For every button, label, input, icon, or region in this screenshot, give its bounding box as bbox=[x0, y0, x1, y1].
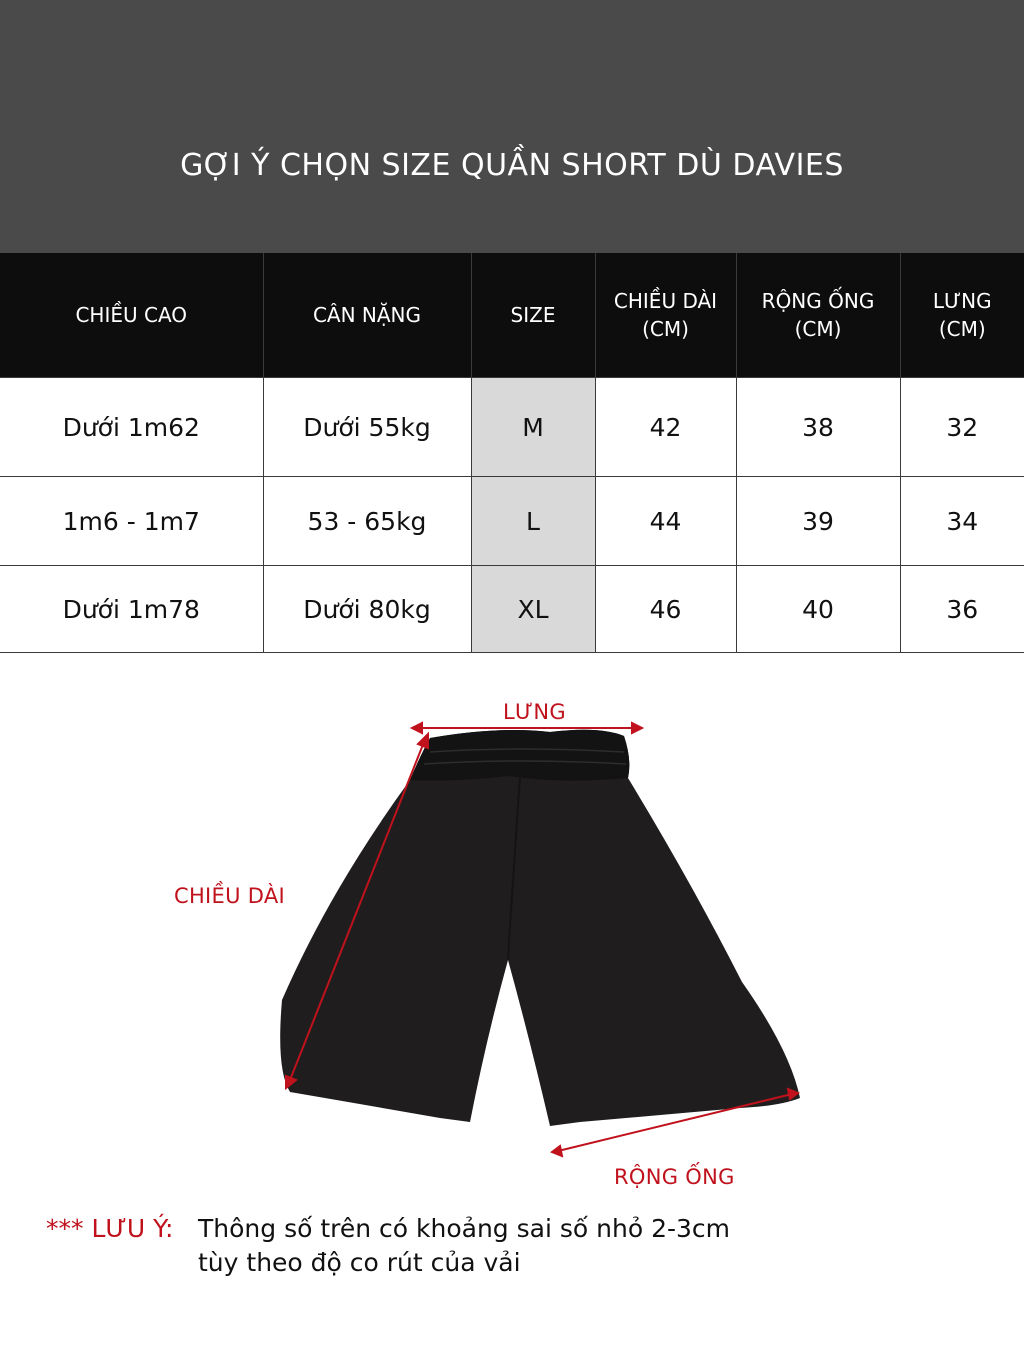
header-waist: LƯNG (CM) bbox=[900, 253, 1024, 378]
shorts-body-shape bbox=[280, 730, 800, 1126]
cell-waist: 34 bbox=[900, 477, 1024, 566]
cell-height: Dưới 1m78 bbox=[0, 566, 263, 653]
note-prefix: *** LƯU Ý: bbox=[46, 1214, 174, 1243]
size-chart-table bbox=[0, 253, 1024, 653]
shorts-illustration bbox=[0, 660, 1024, 1200]
cell-size: M bbox=[471, 378, 595, 477]
header-length: CHIỀU DÀI (CM) bbox=[595, 253, 736, 378]
table-row bbox=[0, 477, 1024, 566]
header-weight: CÂN NẶNG bbox=[263, 253, 471, 378]
cell-leg-width: 39 bbox=[736, 477, 900, 566]
header-height: CHIỀU CAO bbox=[0, 253, 263, 378]
measurement-diagram bbox=[0, 660, 1024, 1200]
cell-leg-width: 40 bbox=[736, 566, 900, 653]
cell-length: 42 bbox=[595, 378, 736, 477]
note-text-line1: Thông số trên có khoảng sai số nhỏ 2-3cm bbox=[198, 1214, 730, 1243]
cell-leg-width: 38 bbox=[736, 378, 900, 477]
cell-waist: 36 bbox=[900, 566, 1024, 653]
leg-width-label: RỘNG ỐNG bbox=[614, 1165, 735, 1189]
cell-size: L bbox=[471, 477, 595, 566]
note-text-line2: tùy theo độ co rút của vải bbox=[198, 1248, 521, 1277]
page-title: GỢI Ý CHỌN SIZE QUẦN SHORT DÙ DAVIES bbox=[180, 148, 844, 183]
cell-weight: Dưới 55kg bbox=[263, 378, 471, 477]
cell-weight: Dưới 80kg bbox=[263, 566, 471, 653]
cell-height: 1m6 - 1m7 bbox=[0, 477, 263, 566]
cell-size: XL bbox=[471, 566, 595, 653]
header-size: SIZE bbox=[471, 253, 595, 378]
cell-weight: 53 - 65kg bbox=[263, 477, 471, 566]
length-label: CHIỀU DÀI bbox=[174, 884, 286, 908]
table-header-row bbox=[0, 253, 1024, 378]
header-banner bbox=[0, 0, 1024, 253]
cell-height: Dưới 1m62 bbox=[0, 378, 263, 477]
waist-label: LƯNG bbox=[503, 700, 566, 724]
cell-waist: 32 bbox=[900, 378, 1024, 477]
waistband-shape bbox=[410, 730, 629, 781]
cell-length: 46 bbox=[595, 566, 736, 653]
cell-length: 44 bbox=[595, 477, 736, 566]
table-row bbox=[0, 566, 1024, 653]
table-row bbox=[0, 378, 1024, 477]
header-leg-width: RỘNG ỐNG (CM) bbox=[736, 253, 900, 378]
